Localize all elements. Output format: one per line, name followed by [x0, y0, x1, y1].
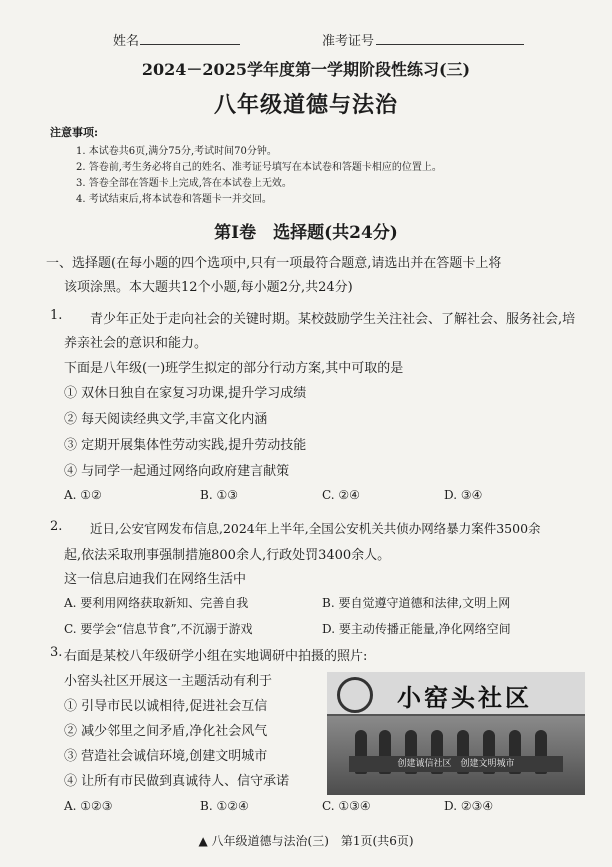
exam-title: 2024－2025学年度第一学期阶段性练习(三): [141, 60, 471, 79]
name-label: 姓名: [113, 34, 140, 49]
q1-option-d[interactable]: D. ③④: [444, 488, 483, 502]
note-item: 2. 答卷前,考生务必将自己的姓名、准考证号填写在本试卷和答题卡相应的位置上。: [76, 162, 442, 173]
q1-option-a[interactable]: A. ①②: [64, 488, 102, 502]
q2-stem: 起,依法采取刑事强制措施800余人,行政处罚3400余人。: [64, 548, 391, 563]
q3-item: ③ 营造社会诚信环境,创建文明城市: [64, 749, 268, 764]
q3-stem: 右面是某校八年级研学小组在实地调研中拍摄的照片:: [64, 649, 368, 664]
community-logo-icon: [337, 677, 373, 713]
note-item: 4. 考试结束后,将本试卷和答题卡一并交回。: [76, 194, 272, 205]
question-number: 3.: [50, 645, 63, 660]
q3-option-d[interactable]: D. ②③④: [444, 799, 494, 813]
footer-triangle-icon: ▲: [198, 834, 208, 848]
q2-option-d[interactable]: D. 要主动传播正能量,净化网络空间: [322, 622, 511, 636]
q3-option-c[interactable]: C. ①③④: [322, 799, 371, 813]
footer-text: 八年级道德与法治(三) 第1页(共6页): [211, 834, 414, 848]
q3-item: ④ 让所有市民做到真诚待人、信守承诺: [64, 774, 290, 789]
q3-option-b[interactable]: B. ①②④: [200, 799, 249, 813]
section-instruction: 一、选择题(在每小题的四个选项中,只有一项最符合题意,请选出并在答题卡上将: [46, 256, 502, 271]
q1-option-c[interactable]: C. ②④: [322, 488, 360, 502]
question-number: 1.: [50, 308, 63, 323]
notes-heading: 注意事项:: [50, 126, 99, 139]
q1-option-b[interactable]: B. ①③: [200, 488, 238, 502]
q2-stem: 近日,公安官网发布信息,2024年上半年,全国公安机关共侦办网络暴力案件3500余: [90, 521, 541, 536]
note-item: 1. 本试卷共6页,满分75分,考试时间70分钟。: [76, 146, 277, 157]
q1-stem: 青少年正处于走向社会的关键时期。某校鼓励学生关注社会、了解社会、服务社会,培: [90, 312, 576, 327]
q3-item: ① 引导市民以诚相待,促进社会互信: [64, 699, 268, 714]
q3-item: ② 减少邻里之间矛盾,净化社会风气: [64, 724, 268, 739]
q2-option-a[interactable]: A. 要利用网络获取新知、完善自我: [64, 596, 249, 610]
question-number: 2.: [50, 519, 63, 534]
q2-option-b[interactable]: B. 要自觉遵守道德和法律,文明上网: [322, 596, 511, 610]
q1-item: ① 双休日独自在家复习功课,提升学习成绩: [64, 386, 307, 401]
page-footer: [0, 832, 612, 849]
note-item: 3. 答卷全部在答题卡上完成,答在本试卷上无效。: [76, 178, 292, 189]
exam-id-blank: [376, 44, 524, 45]
photo-banner: 创建诚信社区 创建文明城市: [349, 756, 563, 772]
section-instruction: 该项涂黑。本大题共12个小题,每小题2分,共24分): [64, 280, 353, 295]
q3-stem: 小窑头社区开展这一主题活动有利于: [64, 674, 273, 689]
q1-stem: 养亲社会的意识和能力。: [64, 336, 208, 351]
community-photo: [327, 672, 585, 795]
q1-item: ③ 定期开展集体性劳动实践,提升劳动技能: [64, 438, 307, 453]
section-title: 第Ⅰ卷 选择题(共24分): [214, 223, 398, 243]
subject-title: 八年级道德与法治: [213, 92, 398, 118]
community-sign: [327, 672, 585, 716]
q2-stem: 这一信息启迪我们在网络生活中: [64, 572, 247, 587]
q1-item: ④ 与同学一起通过网络向政府建言献策: [64, 464, 290, 479]
q1-item: ② 每天阅读经典文学,丰富文化内涵: [64, 412, 268, 427]
q1-stem: 下面是八年级(一)班学生拟定的部分行动方案,其中可取的是: [64, 361, 404, 376]
community-sign-text: 小窑头社区: [397, 683, 532, 712]
q2-option-c[interactable]: C. 要学会“信息节食”,不沉溺于游戏: [64, 622, 253, 636]
name-blank: [140, 44, 240, 45]
q3-option-a[interactable]: A. ①②③: [64, 799, 113, 813]
exam-id-label: 准考证号: [322, 34, 375, 49]
